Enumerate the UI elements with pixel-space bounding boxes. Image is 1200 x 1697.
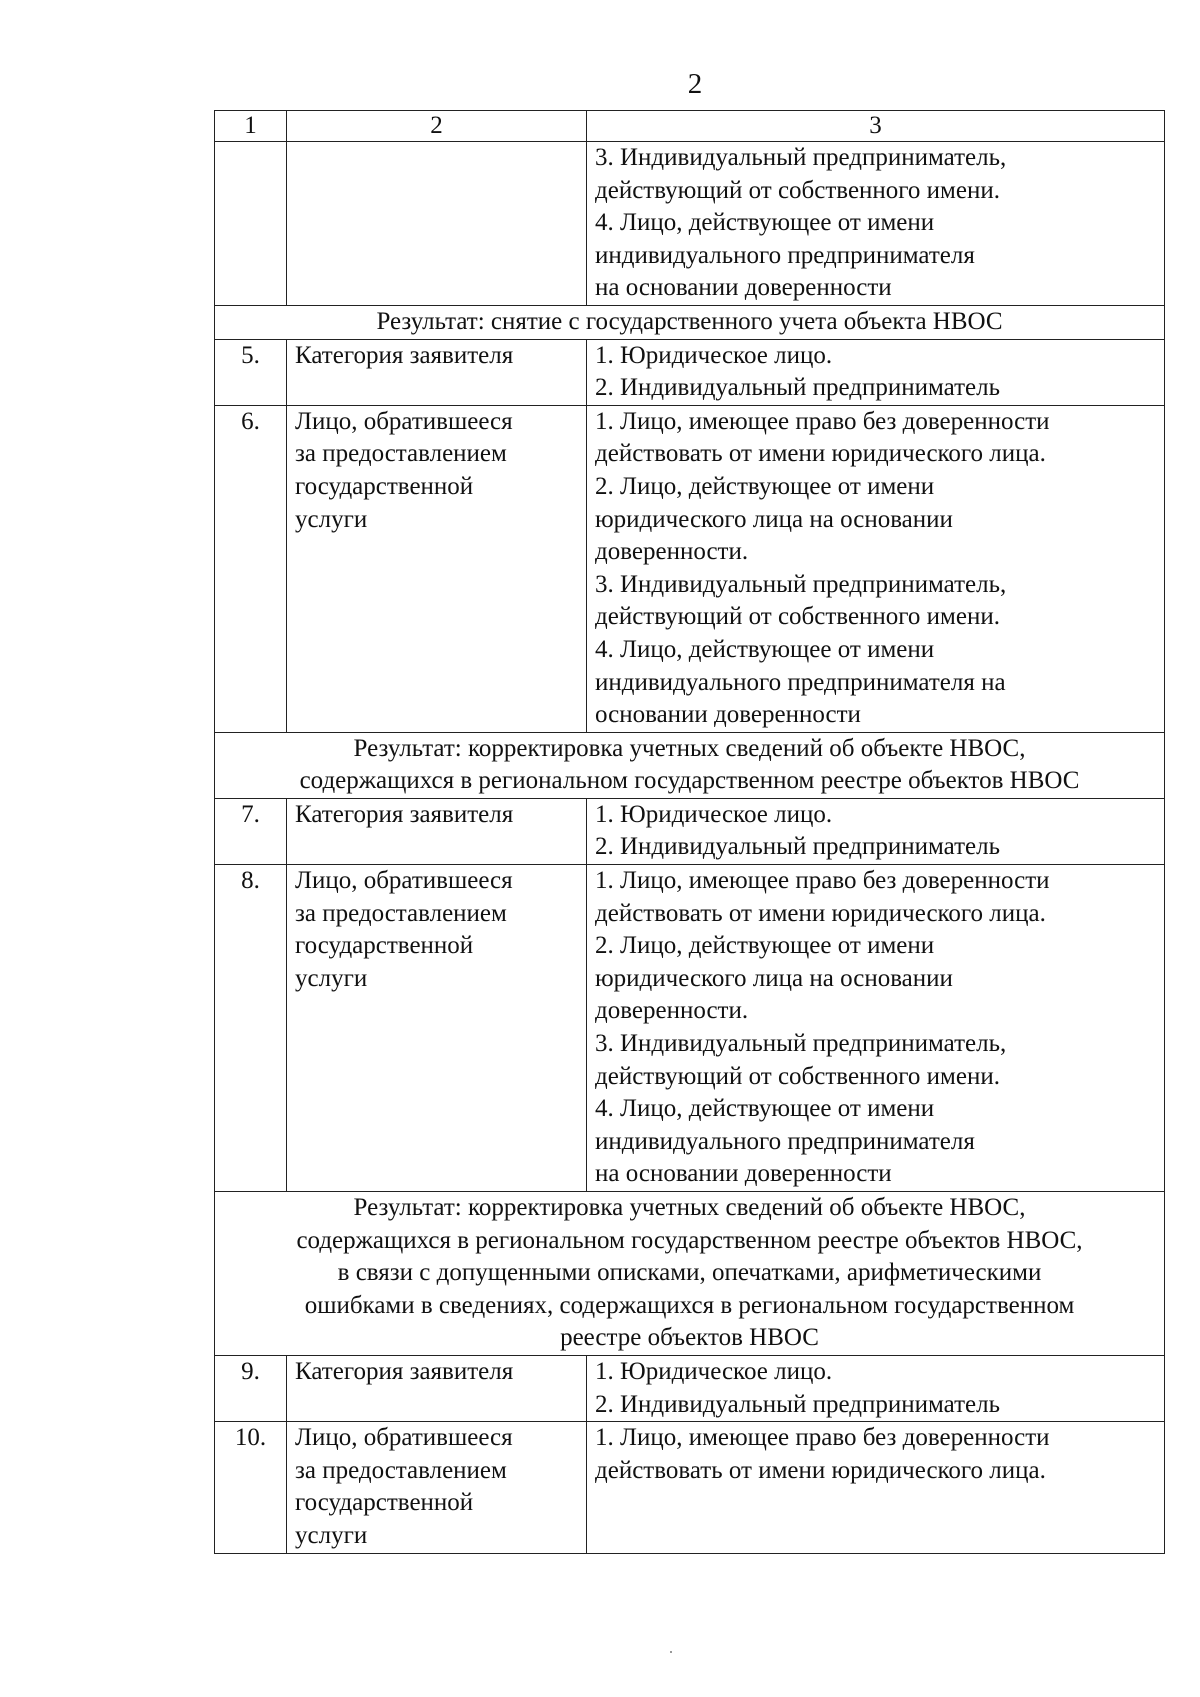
cell-line: 2. Лицо, действующее от имени xyxy=(595,472,935,500)
result-heading xyxy=(215,1192,1165,1356)
cell-line: Лицо, обратившееся xyxy=(295,1424,513,1452)
cell-line: действовать от имени юридического лица. xyxy=(595,899,1046,927)
cell-line: Категория заявителя xyxy=(295,341,514,369)
cell-line: на основании доверенности xyxy=(595,1160,892,1188)
cell-line: государственной xyxy=(295,472,474,500)
result-line: ошибками в сведениях, содержащихся в региональном государственном xyxy=(304,1291,1075,1319)
result-line: Результат: корректировка учетных сведений об объекте НВОС, xyxy=(353,1194,1026,1221)
cell-line: 2. Индивидуальный предприниматель xyxy=(595,833,1000,861)
result-line: в связи с допущенными описками, опечатками, арифметическими xyxy=(337,1259,1042,1287)
row-content-cell xyxy=(587,1355,1165,1421)
table-header-row xyxy=(215,111,1165,142)
row-label-cell xyxy=(287,339,587,405)
cell-line: юридического лица на основании xyxy=(595,964,953,992)
row-content-cell xyxy=(587,798,1165,864)
result-line: Результат: корректировка учетных сведений об объекте НВОС, xyxy=(353,734,1026,762)
row-number: 9. xyxy=(215,1355,287,1421)
table-row xyxy=(215,1355,1165,1421)
table-row xyxy=(215,405,1165,732)
row-content-cell xyxy=(587,1422,1165,1553)
cell-line: Категория заявителя xyxy=(295,800,514,828)
cell-line: 1. Лицо, имеющее право без доверенности xyxy=(595,407,1050,435)
result-heading xyxy=(215,305,1165,339)
row-label-cell xyxy=(287,1355,587,1421)
applicant-categories-table xyxy=(214,110,1165,1554)
cell-line: 1. Юридическое лицо. xyxy=(595,341,833,369)
cell-line: за предоставлением xyxy=(295,1456,507,1484)
header-col-2: 2 xyxy=(287,111,587,142)
row-number-cell xyxy=(215,142,287,306)
cell-line: индивидуального предпринимателя xyxy=(595,1127,975,1155)
row-label-cell xyxy=(287,798,587,864)
table-row xyxy=(215,798,1165,864)
result-line: содержащихся в региональном государственном реестре объектов НВОС xyxy=(299,767,1080,795)
cell-line: государственной xyxy=(295,932,474,960)
row-number: 5. xyxy=(215,339,287,405)
cell-line: 2. Индивидуальный предприниматель xyxy=(595,1390,1000,1418)
table-row xyxy=(215,339,1165,405)
cell-line: за предоставлением xyxy=(295,899,507,927)
cell-line: индивидуального предпринимателя xyxy=(595,241,975,269)
header-col-3: 3 xyxy=(587,111,1165,142)
cell-line: Категория заявителя xyxy=(295,1357,514,1385)
result-line: содержащихся в региональном государственном реестре объектов НВОС, xyxy=(296,1226,1083,1254)
row-content-cell xyxy=(587,142,1165,306)
row-label-cell xyxy=(287,405,587,732)
cell-line: индивидуального предпринимателя на xyxy=(595,668,1006,696)
cell-line: Лицо, обратившееся xyxy=(295,407,513,435)
table-row xyxy=(215,1422,1165,1553)
scan-speck xyxy=(670,1651,672,1653)
page-number: 2 xyxy=(687,68,703,100)
result-heading xyxy=(215,732,1165,798)
cell-line: доверенности. xyxy=(595,538,749,566)
cell-line: 1. Лицо, имеющее право без доверенности xyxy=(595,1424,1050,1452)
cell-line: 3. Индивидуальный предприниматель, xyxy=(595,570,1007,598)
cell-line: действующий от собственного имени. xyxy=(595,1062,1000,1090)
result-row xyxy=(215,732,1165,798)
cell-line: 3. Индивидуальный предприниматель, xyxy=(595,144,1007,171)
cell-line: услуги xyxy=(295,505,368,533)
cell-line: действующий от собственного имени. xyxy=(595,176,1000,204)
cell-line: Лицо, обратившееся xyxy=(295,867,513,895)
row-content-cell xyxy=(587,865,1165,1192)
cell-line: действующий от собственного имени. xyxy=(595,603,1000,631)
cell-line: действовать от имени юридического лица. xyxy=(595,440,1046,468)
cell-line: 2. Лицо, действующее от имени xyxy=(595,932,935,960)
cell-line: 4. Лицо, действующее от имени xyxy=(595,635,935,663)
row-number: 6. xyxy=(215,405,287,732)
result-row xyxy=(215,305,1165,339)
cell-line: 2. Индивидуальный предприниматель xyxy=(595,374,1000,402)
row-number: 10. xyxy=(215,1422,287,1553)
result-row xyxy=(215,1192,1165,1356)
cell-line: услуги xyxy=(295,1521,368,1549)
row-label-cell xyxy=(287,865,587,1192)
result-line: Результат: снятие с государственного учета объекта НВОС xyxy=(376,307,1003,335)
header-col-1: 1 xyxy=(215,111,287,142)
cell-line: 3. Индивидуальный предприниматель, xyxy=(595,1030,1007,1058)
cell-line: на основании доверенности xyxy=(595,274,892,302)
row-number: 8. xyxy=(215,865,287,1192)
cell-line: услуги xyxy=(295,964,368,992)
cell-line: действовать от имени юридического лица. xyxy=(595,1456,1046,1484)
table-row xyxy=(215,865,1165,1192)
cell-line: основании доверенности xyxy=(595,701,861,729)
cell-line: 4. Лицо, действующее от имени xyxy=(595,1095,935,1123)
row-content-cell xyxy=(587,405,1165,732)
table-row xyxy=(215,142,1165,306)
cell-line: за предоставлением xyxy=(295,440,507,468)
cell-line: доверенности. xyxy=(595,997,749,1025)
cell-line: 1. Лицо, имеющее право без доверенности xyxy=(595,867,1050,895)
row-label-cell xyxy=(287,1422,587,1553)
cell-line: 1. Юридическое лицо. xyxy=(595,1357,833,1385)
row-number: 7. xyxy=(215,798,287,864)
cell-line: 4. Лицо, действующее от имени xyxy=(595,209,935,237)
cell-line: государственной xyxy=(295,1489,474,1517)
cell-line: юридического лица на основании xyxy=(595,505,953,533)
cell-line: 1. Юридическое лицо. xyxy=(595,800,833,828)
row-label-cell xyxy=(287,142,587,306)
result-line: реестре объектов НВОС xyxy=(560,1324,819,1352)
row-content-cell xyxy=(587,339,1165,405)
